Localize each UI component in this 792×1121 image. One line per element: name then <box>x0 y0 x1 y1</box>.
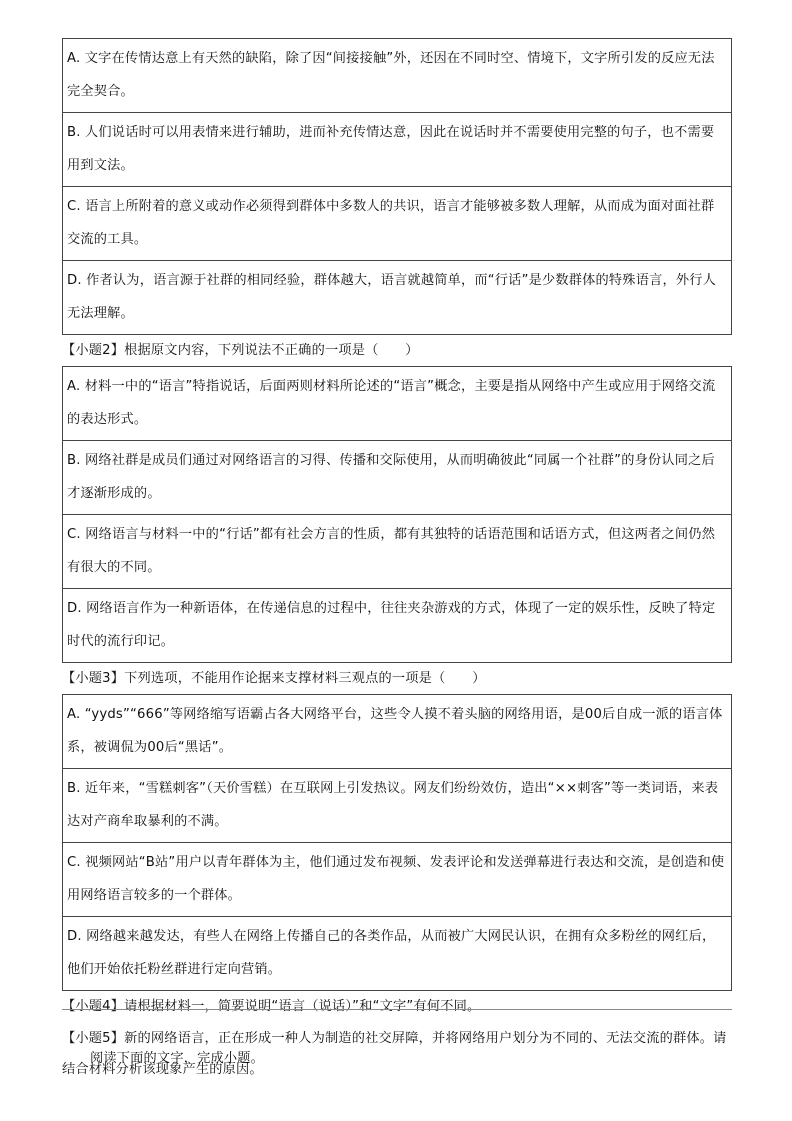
q5-stem: 【小题5】新的网络语言，正在形成一种人为制造的社交屏障，并将网络用户划分为不同的、无法交流的群体。请结合材料分析该现象产生的原因。 <box>62 1031 727 1077</box>
q2-option-b[interactable]: B. 网络社群是成员们通过对网络语言的习得、传播和交际使用，从而明确彼此“同属一个社群”的身份认同之后才逐渐形成的。 <box>62 440 732 514</box>
reading-instruction: 阅读下面的文字，完成小题。 <box>90 1051 265 1066</box>
q2-stem: 【小题2】根据原文内容，下列说法不正确的一项是（ ） <box>62 343 419 358</box>
section-divider <box>62 1009 732 1010</box>
q3-option-a[interactable]: A. “yyds”“666”等网络缩写语霸占各大网络平台，这些令人摸不着头脑的网络用语，是00后自成一派的语言体系，被调侃为00后“黑话”。 <box>62 694 732 768</box>
q1-option-b[interactable]: B. 人们说话时可以用表情来进行辅助，进而补充传情达意，因此在说话时并不需要使用完整的句子，也不需要用到文法。 <box>62 112 732 186</box>
q1-options <box>62 38 732 335</box>
q1-option-d[interactable]: D. 作者认为，语言源于社群的相同经验，群体越大，语言就越简单，而“行话”是少数群体的特殊语言，外行人无法理解。 <box>62 260 732 335</box>
q2-option-d[interactable]: D. 网络语言作为一种新语体，在传递信息的过程中，往往夹杂游戏的方式，体现了一定的娱乐性，反映了特定时代的流行印记。 <box>62 588 732 663</box>
q3-stem: 【小题3】下列选项，不能用作论据来支撑材料三观点的一项是（ ） <box>62 671 486 686</box>
q3-option-c[interactable]: C. 视频网站“B站”用户以青年群体为主，他们通过发布视频、发表评论和发送弹幕进行表达和交流，是创造和使用网络语言较多的一个群体。 <box>62 842 732 916</box>
q3-option-b[interactable]: B. 近年来，“雪糕刺客”（天价雪糕）在互联网上引发热议。网友们纷纷效仿，造出“××刺客”等一类词语，来表达对产商牟取暴利的不满。 <box>62 768 732 842</box>
q1-option-c[interactable]: C. 语言上所附着的意义或动作必须得到群体中多数人的共识，语言才能够被多数人理解，从而成为面对面社群交流的工具。 <box>62 186 732 260</box>
q2-option-a[interactable]: A. 材料一中的“语言”特指说话，后面两则材料所论述的“语言”概念，主要是指从网络中产生或应用于网络交流的表达形式。 <box>62 366 732 440</box>
q2-option-c[interactable]: C. 网络语言与材料一中的“行话”都有社会方言的性质，都有其独特的话语范围和话语方式，但这两者之间仍然有很大的不同。 <box>62 514 732 588</box>
q2-options <box>62 366 732 663</box>
q3-option-d[interactable]: D. 网络越来越发达，有些人在网络上传播自己的各类作品，从而被广大网民认识，在拥有众多粉丝的网红后，他们开始依托粉丝群进行定向营销。 <box>62 916 732 991</box>
question-section <box>62 38 732 1085</box>
q4-stem: 【小题4】请根据材料一，简要说明“语言（说话）”和“文字”有何不同。 <box>62 999 481 1014</box>
q1-option-a[interactable]: A. 文字在传情达意上有天然的缺陷，除了因“间接接触”外，还因在不同时空、情境下，文字所引发的反应无法完全契合。 <box>62 38 732 112</box>
q3-options <box>62 694 732 991</box>
